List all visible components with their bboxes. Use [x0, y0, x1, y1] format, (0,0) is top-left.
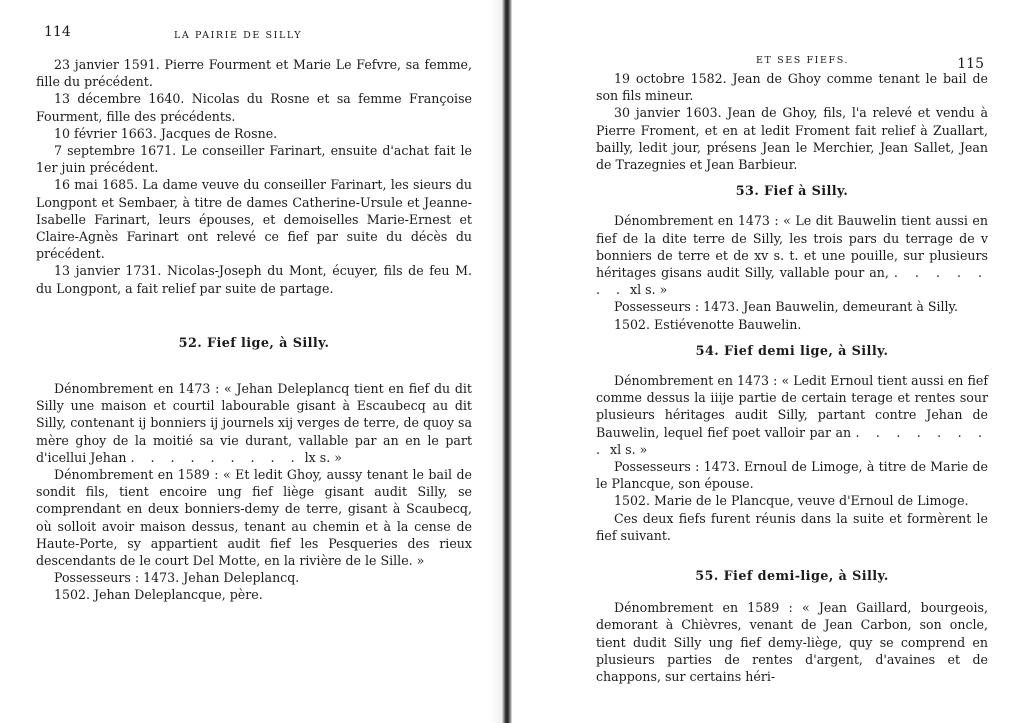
right-page — [512, 0, 1024, 723]
section-heading-54: 54. Fief demi lige, à Silly. — [695, 343, 889, 359]
entry-1603: 30 janvier 1603. Jean de Ghoy, fils, l'a relevé et vendu à Pierre Froment, et en at ledit Froment fait relief à Zuallart, bailly, ledit jour, présens Jean le Merchier, Jean Sallet, Jean de Trazegnies et Jean Barbieur. — [596, 105, 988, 173]
denombrement-1473-sec54 — [596, 372, 988, 458]
denombrement-1473-sec52 — [36, 380, 472, 466]
leader-dots: . . . . . . . . — [596, 424, 988, 457]
possesseurs-sec52: Possesseurs : 1473. Jehan Deleplancq. — [54, 570, 300, 586]
entry-1663: 10 février 1663. Jacques de Rosne. — [54, 125, 278, 141]
section-heading-52: 52. Fief lige, à Silly. — [178, 335, 330, 351]
entry-1591: 23 janvier 1591. Pierre Fourment et Marie Le Fefvre, sa femme, fille du précédent. — [36, 57, 472, 90]
entry-1685: 16 mai 1685. La dame veuve du conseiller Farinart, les sieurs du Longpont et Sembaer, à titre de dames Catherine-Ursule et Jeanne-Isabelle Farinart, leurs épouses, et demoiselles Marie-Ernest et Claire-Agnès Farinart ont relevé ce fief par suite du décès du précédent. — [36, 177, 472, 262]
right-running-head — [596, 48, 988, 70]
possesseurs-sec53: Possesseurs : 1473. Jean Bauwelin, demeurant à Silly. — [614, 299, 958, 315]
owner-1502-sec53: 1502. Estiévenotte Bauwelin. — [614, 316, 802, 332]
denombrement-1473-text: Dénombrement en 1473 : « Ledit Ernoul tient aussi en fief comme dessus la iiije partie de certain terage et rentes sour plusieurs héritages audit Silly, partant contre Jehan de Bauwelin, lequel fief poet valloir par an — [596, 373, 988, 440]
denombrement-1473-sec53 — [596, 212, 988, 298]
denombrement-1473-text: Dénombrement en 1473 : « Jehan Deleplancq tient en fief du dit Silly une maison et courtil labourable gisant à Escaubecq au dit Silly, contenant ij bonniers ij journels xij verges de terre, de quoy sa mère ghoy de la moitié sa vie durant, vallable par an en le part d'icellui Jehan — [36, 381, 472, 465]
amount: xl s. » — [610, 441, 648, 457]
running-head-title-left: LA PAIRIE DE SILLY — [174, 30, 303, 41]
entry-1582: 19 octobre 1582. Jean de Ghoy comme tenant le bail de son fils mineur. — [596, 71, 988, 104]
possesseurs-sec54: Possesseurs : 1473. Ernoul de Limoge, à titre de Marie de le Plancque, son épouse. — [596, 459, 988, 492]
leader-dots: . . . . . . . — [596, 265, 988, 298]
note-sec54: Ces deux fiefs furent réunis dans la suite et formèrent le fief suivant. — [596, 510, 988, 543]
owner-1502-sec52: 1502. Jehan Deleplancque, père. — [54, 587, 263, 603]
book-gutter — [502, 0, 512, 723]
denombrement-1473-text: Dénombrement en 1473 : « Le dit Bauwelin tient aussi en fief de la dite terre de Silly, les trois pars du terrage de v bonniers de terre et de xv s. t. et une pouille, sur plusieurs héritages gisans audit Silly, vallable pour an, — [596, 213, 988, 281]
denombrement-1589-sec52: Dénombrement en 1589 : « Et ledit Ghoy, aussy tenant le bail de sondit fils, tient encoire ung fief liège gisant audit Silly, se comprendant en deux bonniers-demy de terre, gisant à Scaubecq, où solloit avoir maison dessus, tenant au chemin et à la cense de Haute-Porte, sy appartient audit fief les Pesqueries des rieux descendants de le court Del Motte, en la rivière de le Sille. » — [36, 467, 472, 569]
left-page — [0, 0, 500, 723]
page-number-left: 114 — [44, 24, 71, 40]
entry-1731: 13 janvier 1731. Nicolas-Joseph du Mont, écuyer, fils de feu M. du Longpont, a fait relief par suite de partage. — [36, 263, 472, 296]
page-number-right: 115 — [957, 56, 984, 72]
entry-1640: 13 décembre 1640. Nicolas du Rosne et sa femme Françoise Fourment, fille des précédents. — [36, 91, 472, 124]
owner-1502-sec54: 1502. Marie de le Plancque, veuve d'Ernoul de Limoge. — [614, 493, 969, 509]
gutter-shadow — [490, 0, 502, 723]
amount: lx s. » — [304, 449, 342, 465]
leader-dots: . . . . . . . . . — [130, 449, 301, 465]
amount: xl s. » — [630, 282, 668, 298]
running-head-title-right: ET SES FIEFS. — [756, 55, 850, 66]
denombrement-1589-sec55: Dénombrement en 1589 : « Jean Gaillard, bourgeois, demorant à Chièvres, venant de Jean Carbon, son oncle, tient dudit Silly ung fief demy-liège, quy se comprend en plusieurs parties de rentes d'argent, d'avaines et de chappons, sur certains héri- — [596, 600, 988, 685]
entry-1671: 7 septembre 1671. Le conseiller Farinart, ensuite d'achat fait le 1er juin précédent. — [36, 143, 472, 176]
section-heading-53: 53. Fief à Silly. — [735, 184, 849, 200]
section-heading-55: 55. Fief demi-lige, à Silly. — [695, 569, 889, 585]
left-running-head — [36, 24, 472, 48]
